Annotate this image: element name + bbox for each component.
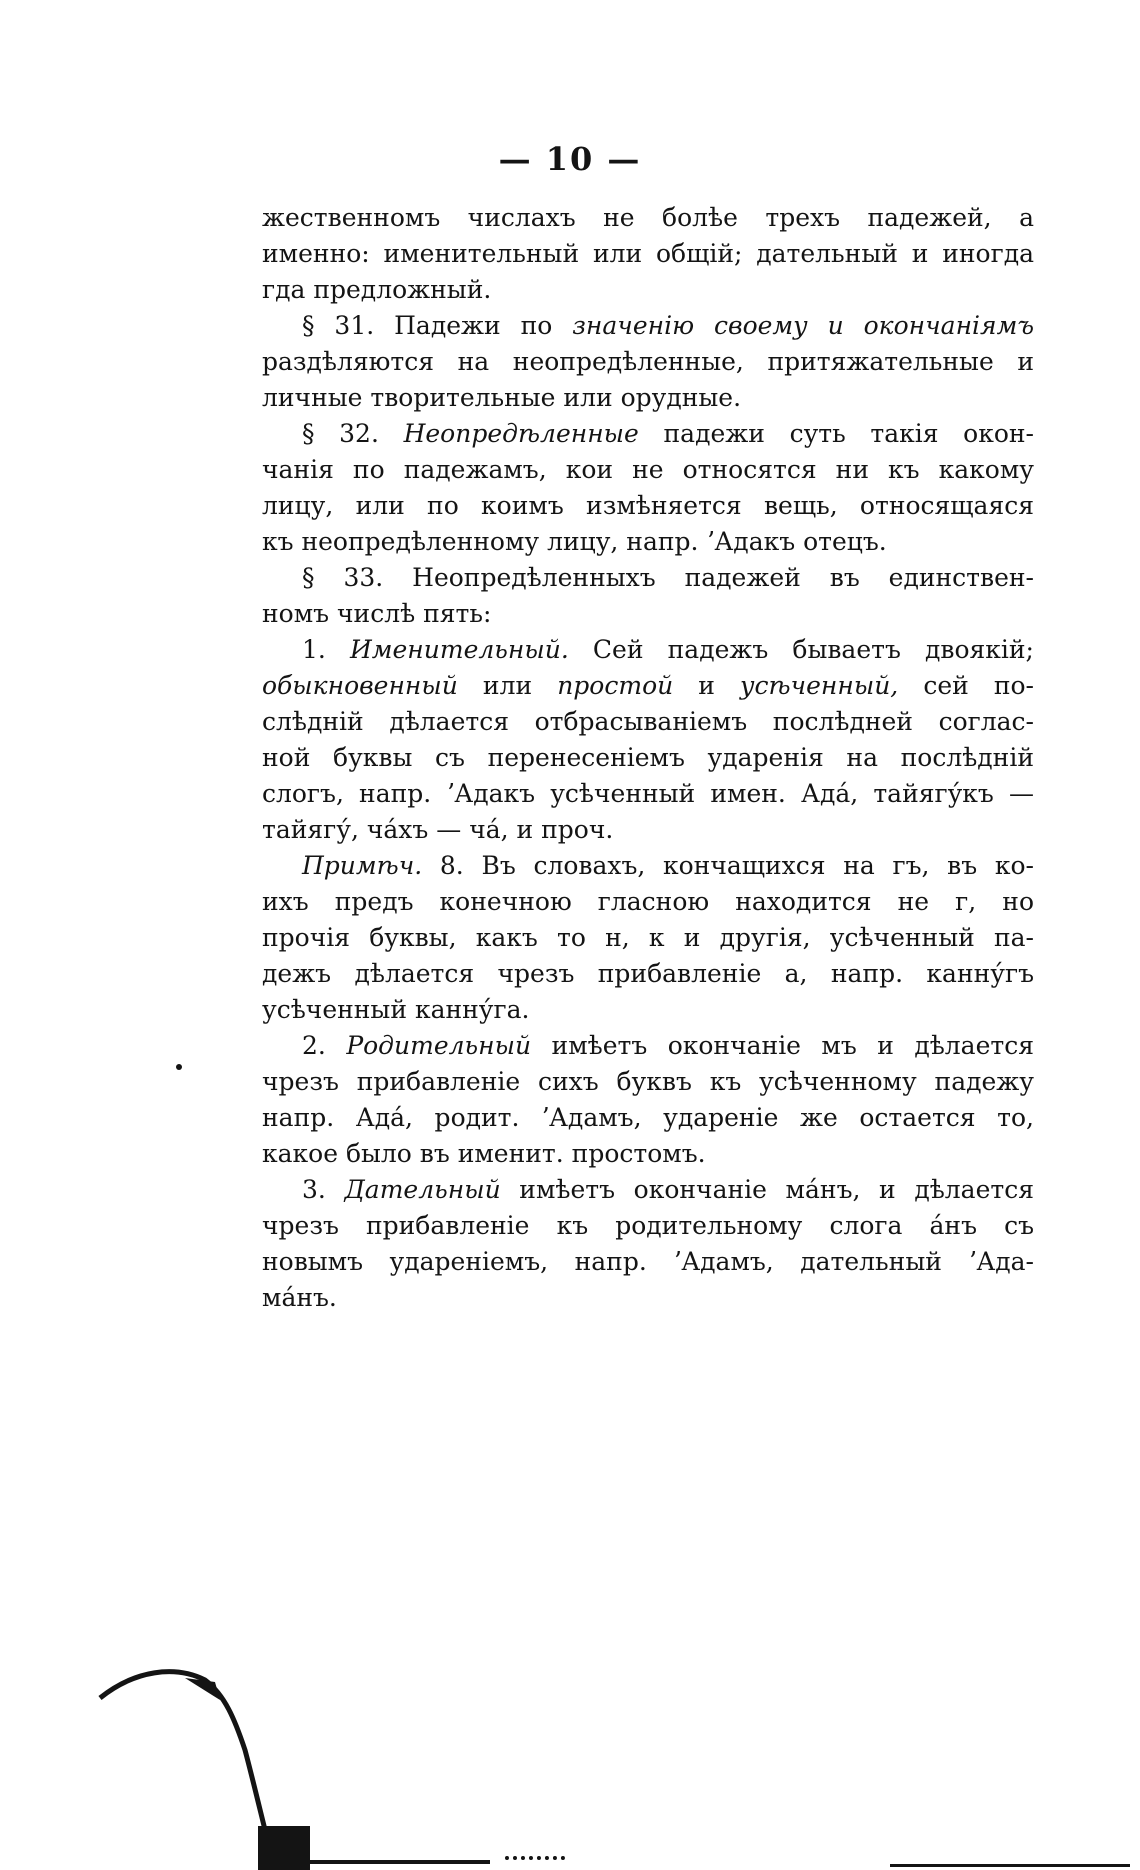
text-run: сей по- [898, 671, 1034, 700]
text-run: ихъ предъ конечною гласною находится не г, но [262, 887, 1034, 916]
text-line [262, 274, 1034, 306]
text-run: 3. [302, 1175, 345, 1204]
text-line [262, 238, 1034, 270]
text-line [262, 742, 1034, 774]
ink-dot-left-margin [176, 1064, 182, 1070]
text-line [262, 1066, 1034, 1098]
text-run: къ неопредѣленному лицу, напр. ʼАдакъ отецъ. [262, 527, 887, 556]
text-line [302, 1030, 1034, 1062]
text-run: новымъ удареніемъ, напр. ʼАдамъ, дательный ʼАда- [262, 1247, 1034, 1276]
italic-run: значенію своему и окончаніямъ [572, 311, 1034, 340]
text-run: и [673, 671, 740, 700]
ink-line-bottom [310, 1860, 490, 1864]
text-run: ной буквы съ перенесеніемъ ударенія на послѣдній [262, 743, 1034, 772]
text-line [262, 922, 1034, 954]
text-run: личные творительные или орудные. [262, 383, 742, 412]
text-line [262, 202, 1034, 234]
text-run: 8. Въ словахъ, кончащихся на гъ, въ ко- [422, 851, 1034, 880]
italic-run: обыкновенный [262, 671, 458, 700]
text-run: тайягу́, ча́хъ — ча́, и проч. [262, 815, 614, 844]
text-line [262, 490, 1034, 522]
text-line [302, 562, 1034, 594]
text-line [302, 310, 1034, 342]
text-line [302, 850, 1034, 882]
text-line [262, 670, 1034, 702]
text-run: § 31. Падежи по [302, 311, 573, 340]
page-number: — 10 — [498, 140, 642, 178]
text-run: лицу, или по коимъ измѣняется вещь, относящаяся [262, 491, 1034, 520]
text-run: 2. [302, 1031, 347, 1060]
text-run: или [457, 671, 558, 700]
text-run: чанія по падежамъ, кои не относятся ни къ какому [262, 455, 1034, 484]
text-run: чрезъ прибавленіе сихъ буквъ къ усѣченному падежу [262, 1067, 1034, 1096]
text-run: слѣдній дѣлается отбрасываніемъ послѣдней соглас- [262, 707, 1034, 736]
text-line [262, 346, 1034, 378]
text-line [262, 1246, 1034, 1278]
text-run: гда предложный. [262, 275, 492, 304]
italic-run: простой [557, 671, 674, 700]
text-line [262, 526, 1034, 558]
text-run: напр. Ада́, родит. ʼАдамъ, удареніе же остается то, [262, 1103, 1034, 1132]
text-run: номъ числѣ пять: [262, 599, 492, 628]
text-line [262, 598, 1034, 630]
text-run: жественномъ числахъ не болѣе трехъ падежей, а [262, 203, 1034, 232]
text-line [262, 706, 1034, 738]
italic-run: Неопредѣленные [403, 419, 639, 448]
text-line [302, 634, 1034, 666]
text-run: усѣченный канну́га. [262, 995, 530, 1024]
text-line [262, 454, 1034, 486]
text-run: раздѣляются на неопредѣленные, притяжательные и [262, 347, 1034, 376]
italic-run: Именительный. [349, 635, 569, 664]
text-run: Сей падежъ бываетъ двоякій; [568, 635, 1034, 664]
italic-run: усѣченный, [740, 671, 899, 700]
text-run: § 32. [302, 419, 404, 448]
ink-blot-bottom-left [258, 1826, 310, 1870]
text-run: дежъ дѣлается чрезъ прибавленіе а, напр. канну́гъ [262, 959, 1034, 988]
text-run: слогъ, напр. ʼАдакъ усѣченный имен. Ада́, тайягу́къ — [262, 779, 1034, 808]
text-line [302, 1174, 1034, 1206]
text-line [262, 382, 1034, 414]
text-line [262, 1282, 1034, 1314]
text-run: какое было въ именит. простомъ. [262, 1139, 706, 1168]
text-line [262, 1138, 1034, 1170]
text-line [262, 814, 1034, 846]
text-line [302, 418, 1034, 450]
ink-dots-bottom [505, 1856, 565, 1864]
italic-run: Родительный [346, 1031, 532, 1060]
italic-run: Примѣч. [302, 851, 423, 880]
text-line [262, 886, 1034, 918]
text-line [262, 1102, 1034, 1134]
text-line [262, 958, 1034, 990]
text-line [262, 994, 1034, 1026]
text-run: прочія буквы, какъ то н, к и другія, усѣченный па- [262, 923, 1034, 952]
text-run: имѣетъ окончаніе ма́нъ, и дѣлается [500, 1175, 1034, 1204]
text-line [262, 1210, 1034, 1242]
ink-line-right [890, 1864, 1130, 1867]
text-line [262, 778, 1034, 810]
text-run: § 33. Неопредѣленныхъ падежей въ единствен- [302, 563, 1034, 592]
ink-stroke-decoration [95, 1660, 355, 1860]
text-run: ма́нъ. [262, 1283, 337, 1312]
text-run: чрезъ прибавленіе къ родительному слога а́нъ съ [262, 1211, 1034, 1240]
text-run: именно: именительный или общій; дательный и иногда [262, 239, 1034, 268]
italic-run: Дательный [344, 1175, 501, 1204]
text-run: падежи суть такія окон- [638, 419, 1034, 448]
text-run: 1. [302, 635, 350, 664]
text-run: имѣетъ окончаніе мъ и дѣлается [531, 1031, 1034, 1060]
